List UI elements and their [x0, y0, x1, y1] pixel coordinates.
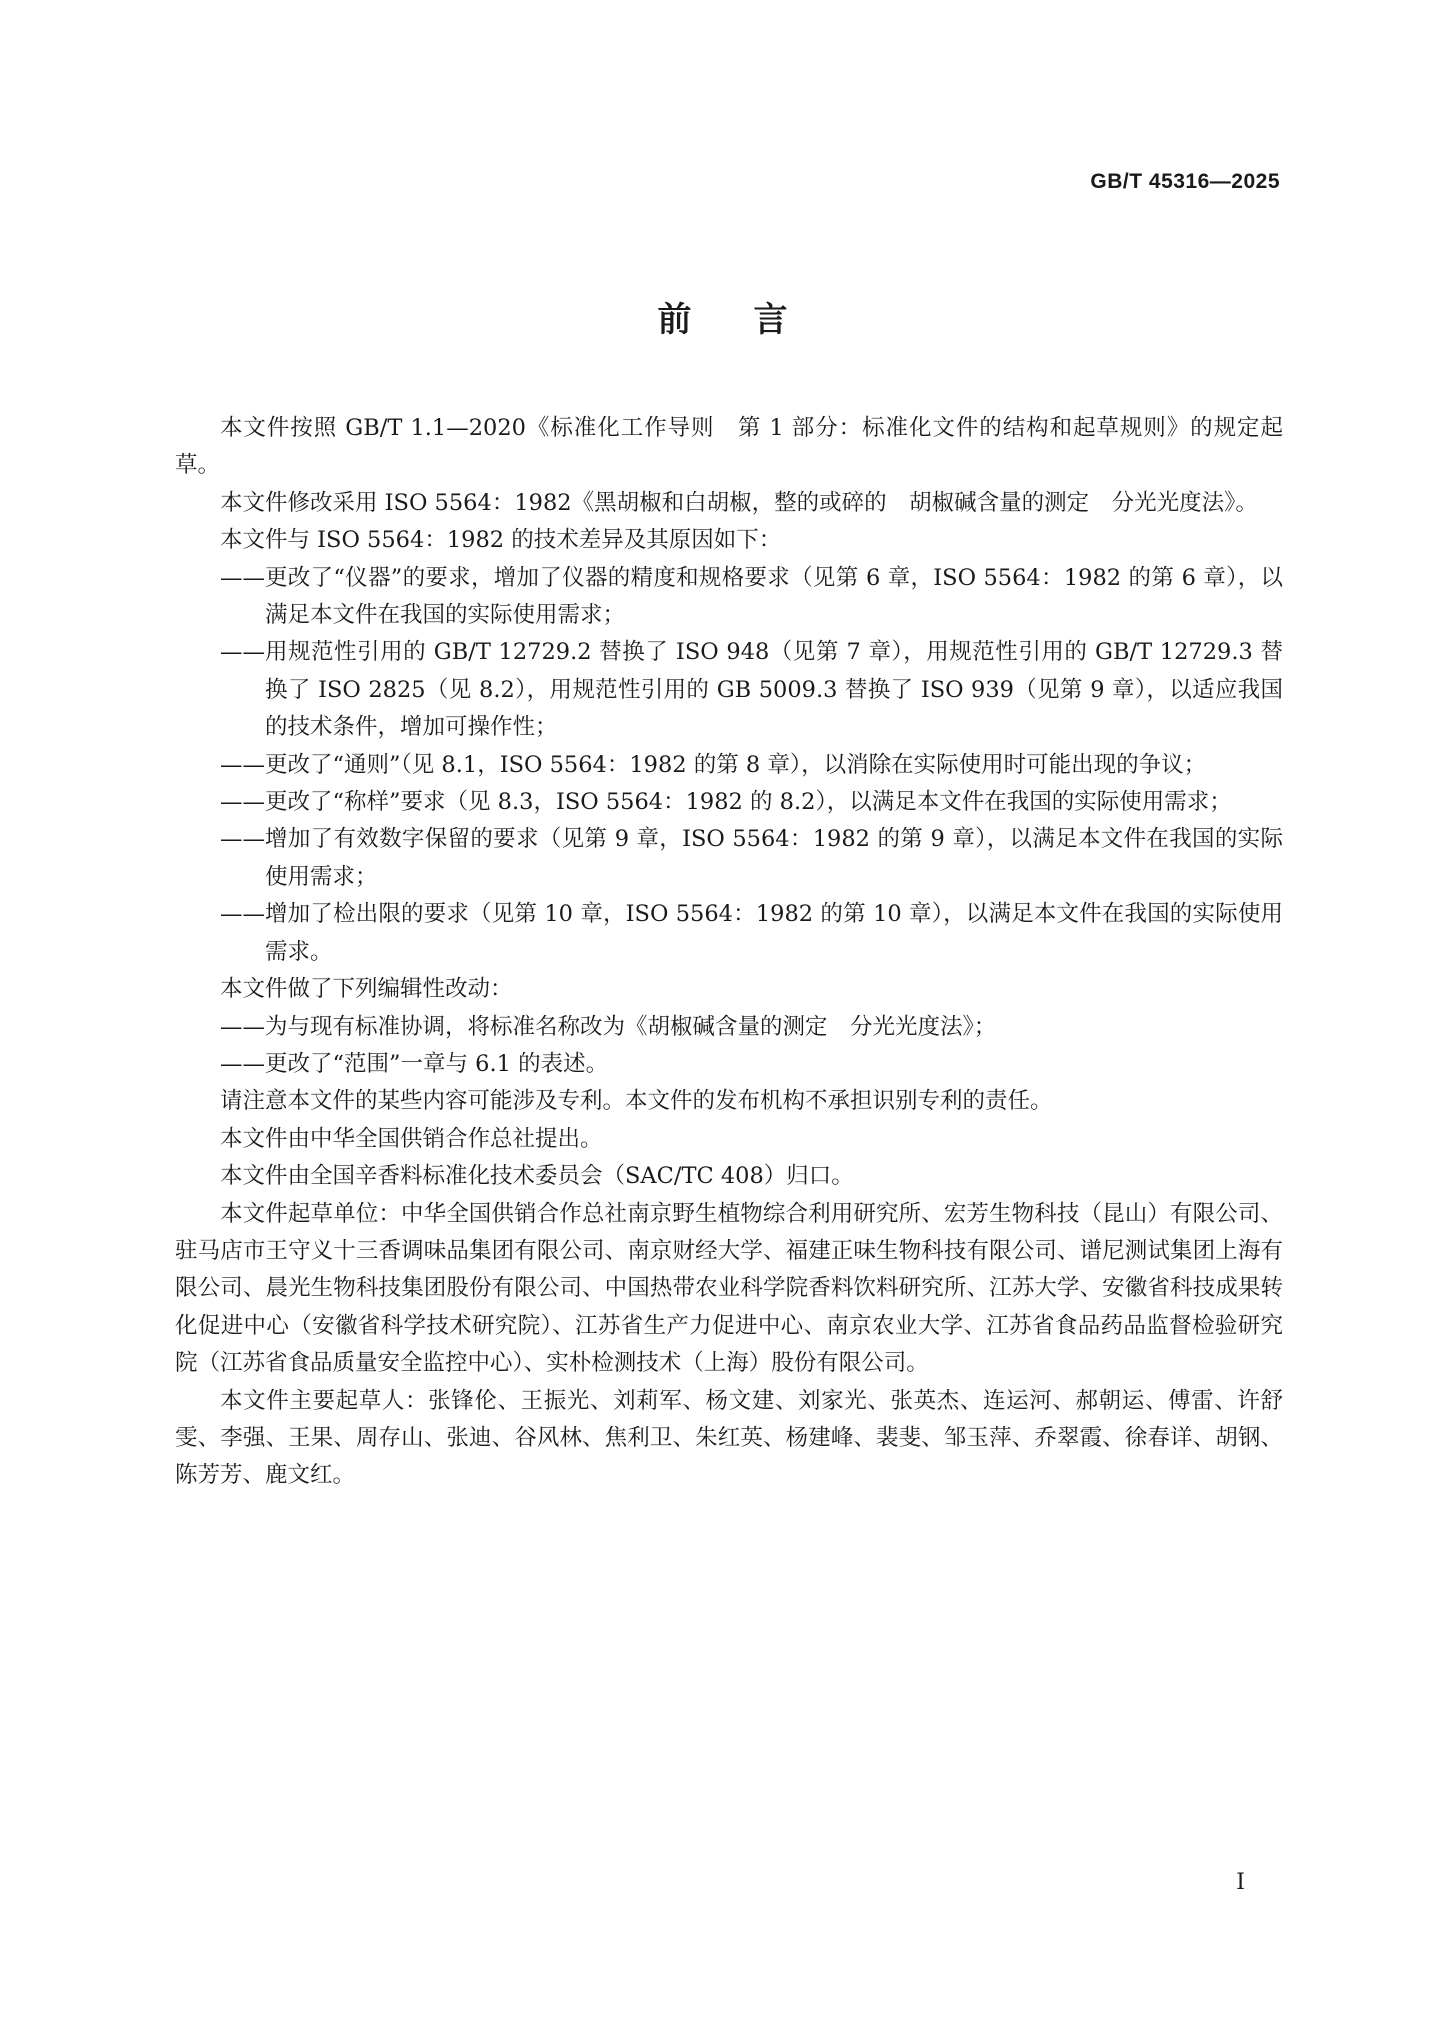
dash-mark: ——	[220, 789, 265, 816]
paragraph-differences-intro: 本文件与 ISO 5564：1982 的技术差异及其原因如下：	[220, 527, 782, 554]
page-number: I	[1236, 1870, 1245, 1895]
page-title: 前言	[657, 300, 850, 340]
standard-number: GB/T 45316—2025	[1090, 170, 1280, 193]
dash-mark: ——	[220, 901, 265, 928]
editorial-text: 为与现有标准协调，将标准名称改为《胡椒碱含量的测定 分光光度法》；	[265, 1013, 997, 1040]
paragraph-editorial-intro: 本文件做了下列编辑性改动：	[220, 976, 513, 1003]
editorial-item	[175, 1009, 1283, 1046]
difference-text: 增加了有效数字保留的要求（见第 9 章，ISO 5564：1982 的第 9 章），以满足本文件在我国的实际使用需求；	[265, 826, 1283, 890]
paragraph-drafting-rules: 本文件按照 GB/T 1.1—2020《标准化工作导则 第 1 部分：标准化文件的结构和起草规则》的规定起草。	[175, 415, 1283, 479]
dash-mark: ——	[220, 826, 265, 853]
difference-item	[175, 747, 1283, 784]
paragraph-patent-notice: 请注意本文件的某些内容可能涉及专利。本文件的发布机构不承担识别专利的责任。	[220, 1088, 1053, 1115]
foreword-body	[175, 410, 1283, 1495]
editorial-text: 更改了“范围”一章与 6.1 的表述。	[265, 1050, 609, 1077]
difference-text: 更改了“仪器”的要求，增加了仪器的精度和规格要求（见第 6 章，ISO 5564：1982 的第 6 章），以满足本文件在我国的实际使用需求；	[265, 564, 1283, 629]
difference-text: 用规范性引用的 GB/T 12729.2 替换了 ISO 948（见第 7 章），用规范性引用的 GB/T 12729.3 替换了 ISO 2825（见 8.2），用规范性引用的 GB 5009.3 替换了 ISO 939（见第 9 章），以适应我国的技术条件，增加可操作性；	[265, 639, 1283, 741]
dash-mark: ——	[220, 1050, 265, 1077]
editorial-item	[175, 1046, 1283, 1083]
dash-mark: ——	[220, 564, 265, 591]
paragraph-committee: 本文件由全国辛香料标准化技术委员会（SAC/TC 408）归口。	[220, 1163, 854, 1190]
difference-item	[175, 634, 1283, 746]
paragraph-proposer: 本文件由中华全国供销合作总社提出。	[220, 1125, 603, 1152]
difference-text: 更改了“称样”要求（见 8.3，ISO 5564：1982 的 8.2），以满足本文件在我国的实际使用需求；	[265, 789, 1232, 816]
dash-mark: ——	[220, 639, 265, 666]
paragraph-adoption: 本文件修改采用 ISO 5564：1982《黑胡椒和白胡椒，整的或碎的 胡椒碱含量的测定 分光光度法》。	[220, 489, 1258, 516]
dash-mark: ——	[220, 751, 265, 778]
difference-text: 更改了“通则”（见 8.1，ISO 5564：1982 的第 8 章），以消除在实际使用时可能出现的争议；	[265, 751, 1207, 778]
difference-item	[175, 560, 1283, 635]
difference-text: 增加了检出限的要求（见第 10 章，ISO 5564：1982 的第 10 章），以满足本文件在我国的实际使用需求。	[265, 901, 1283, 965]
paragraph-drafting-units: 本文件起草单位：中华全国供销合作总社南京野生植物综合利用研究所、宏芳生物科技（昆山）有限公司、驻马店市王守义十三香调味品集团有限公司、南京财经大学、福建正味生物科技有限公司、谱尼测试集团上海有限公司、晨光生物科技集团股份有限公司、中国热带农业科学院香料饮料研究所、江苏大学、安徽省科技成果转化促进中心（安徽省科学技术研究院）、江苏省生产力促进中心、南京农业大学、江苏省食品药品监督检验研究院（江苏省食品质量安全监控中心）、实朴检测技术（上海）股份有限公司。	[175, 1200, 1283, 1377]
difference-item	[175, 784, 1283, 821]
difference-item	[175, 821, 1283, 896]
dash-mark: ——	[220, 1013, 265, 1040]
difference-item	[175, 896, 1283, 971]
paragraph-drafters: 本文件主要起草人：张锋伦、王振光、刘莉军、杨文建、刘家光、张英杰、连运河、郝朝运、傅雷、许舒雯、李强、王果、周存山、张迪、谷风林、焦利卫、朱红英、杨建峰、裴斐、邹玉萍、乔翠霞、徐春详、胡钢、陈芳芳、鹿文红。	[175, 1387, 1283, 1489]
